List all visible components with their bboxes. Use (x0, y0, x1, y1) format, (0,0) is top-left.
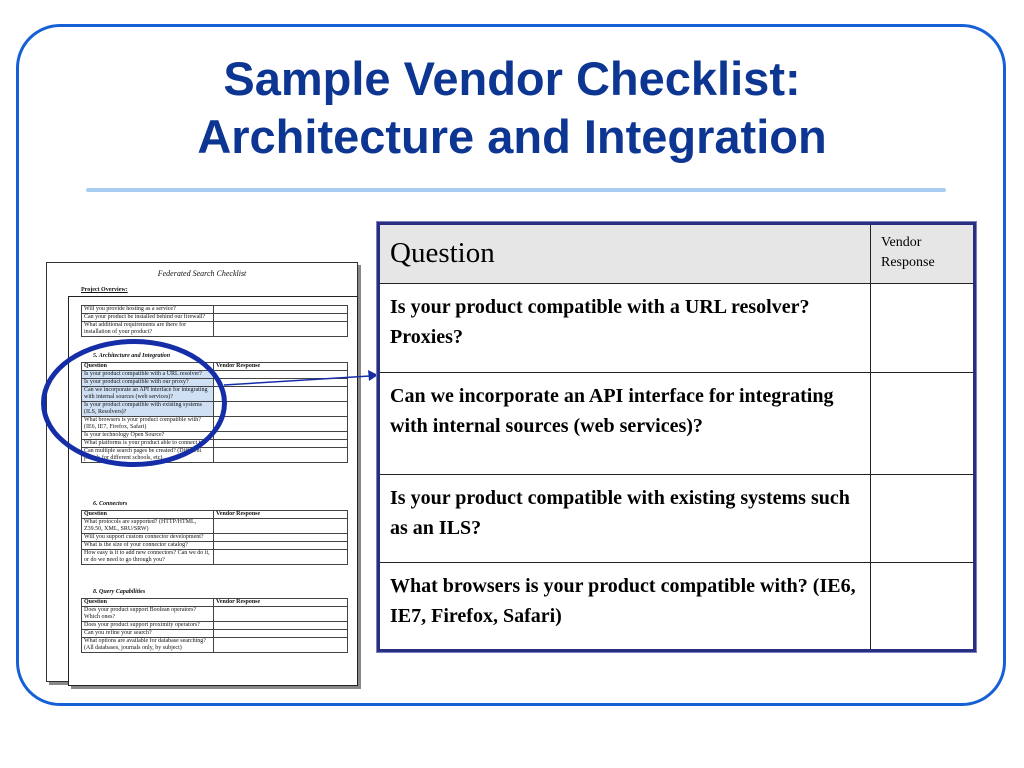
table-cell: What additional requirements are there for installation of your product? (82, 322, 214, 337)
column-header-question: Question (379, 224, 871, 284)
table-cell: Is your product compatible with existing systems (ILS, Resolvers)? (82, 402, 214, 417)
section-heading-query: 8. Query Capabilities (93, 589, 146, 595)
section-heading-connectors: 6. Connectors (93, 501, 128, 507)
column-header-question: Question (82, 599, 214, 607)
table-cell: What browsers is your product compatible with? (IE6, IE7, Firefox, Safari) (82, 417, 214, 432)
table-row (379, 475, 975, 563)
column-header-question: Question (82, 363, 214, 371)
table-cell: Can your product be installed behind our firewall? (82, 314, 214, 322)
column-header-response: Vendor Response (214, 363, 348, 371)
column-header-vendor-response: Vendor Response (871, 224, 975, 284)
document-subtitle: Project Overview: (81, 287, 128, 293)
table-cell: Will you support custom connector development? (82, 534, 214, 542)
table-cell: Does your product support Boolean operators? Which ones? (82, 607, 214, 622)
table-row (379, 284, 975, 373)
table-cell: Is your technology Open Source? (82, 432, 214, 440)
table-cell: Does your product support proximity operators? (82, 622, 214, 630)
table-header-row (379, 224, 975, 284)
section-heading-architecture: 5. Architecture and Integration (93, 353, 171, 359)
response-cell (871, 373, 975, 475)
table-cell: What options are available for database searching? (All databases, journals only, by subject) (82, 638, 214, 653)
table-cell: Can you refine your search? (82, 630, 214, 638)
table-cell: Is your product compatible with a URL resolver? (82, 371, 214, 379)
slide-title-line-2: Architecture and Integration (197, 110, 827, 163)
response-cell (871, 563, 975, 651)
table-cell: How easy is it to add new connectors? Can we do it, or do we need to go through you? (82, 550, 214, 565)
table-cell: Can we incorporate an API interface for integrating with internal sources (web services)? (82, 387, 214, 402)
column-header-response: Vendor Response (214, 511, 348, 519)
response-cell (871, 284, 975, 373)
question-cell: Can we incorporate an API interface for integrating with internal sources (web services)? (379, 373, 871, 475)
table-row (379, 563, 975, 651)
response-cell (871, 475, 975, 563)
table-cell: What protocols are supported? (HTTP/HTML, Z39.50, XML, SRU/SRW) (82, 519, 214, 534)
question-cell: Is your product compatible with a URL resolver? Proxies? (379, 284, 871, 373)
question-cell: Is your product compatible with existing systems such as an ILS? (379, 475, 871, 563)
column-header-question: Question (82, 511, 214, 519)
column-header-response: Vendor Response (214, 599, 348, 607)
table-cell: Is your product compatible with our proxy? (82, 379, 214, 387)
table-cell: Will you provide hosting as a service? (82, 306, 214, 314)
table-cell: What is the size of your connector catalog? (82, 542, 214, 550)
table-cell: What platforms is your product able to connect to? (82, 440, 214, 448)
document-title: Federated Search Checklist (157, 269, 247, 278)
vendor-question-table (377, 222, 976, 652)
table-cell: Can multiple search pages be created? (Different portals for different schools, etc) (82, 448, 214, 463)
question-cell: What browsers is your product compatible with? (IE6, IE7, Firefox, Safari) (379, 563, 871, 651)
table-row (379, 373, 975, 475)
slide-title-line-1: Sample Vendor Checklist: (223, 52, 801, 105)
